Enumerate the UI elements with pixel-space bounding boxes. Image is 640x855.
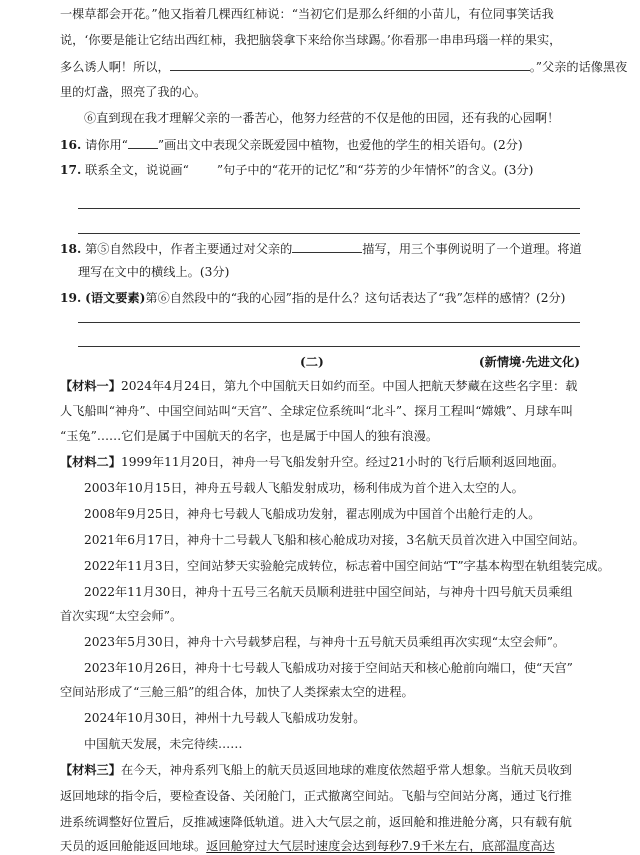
material-line: 首次实现“太空会师”。 [60,609,183,623]
question-text: 第⑥自然段中的“我的心园”指的是什么？这句话表达了“我”怎样的感情？(2分) [145,291,566,305]
material-line: 进系统调整好位置后，反推减速降低轨道。进入大气层之前，返回舱和推进舱分离，只有载有航 [60,815,572,829]
material-text: 2024年4月24日，第九个中国航天日如约而至。中国人把航天梦藏在这些名字里：载 [120,379,578,393]
material-line: 2023年10月26日，神舟十七号载人飞船成功对接于空间站天和核心舱前向端口，使“天宫” [84,661,573,675]
question-17 [60,162,590,179]
answer-line[interactable] [78,322,580,323]
question-number: 18. [60,242,82,256]
question-19 [60,290,590,307]
material-line [60,838,590,853]
wavy-line-sample [189,162,217,179]
underline-sample [128,136,158,149]
material-line: “玉兔”……它们是属于中国航天的名字，也是属于中国人的独有浪漫。 [60,429,439,443]
question-16 [60,136,590,154]
material-line [60,762,590,779]
material-text: 天员的返回舱能返回地球。 [60,839,207,853]
material-line: 2003年10月15日，神舟五号载人飞船发射成功，杨利伟成为首个进入太空的人。 [84,481,524,495]
passage-line: 说，‘你要是能让它结出西红柿，我把脑袋拿下来给你当球踢。’你看那一串串玛瑙一样的果实， [60,33,562,47]
question-text: ”画出文中表现父亲既爱园中植物，也爱他的学生的相关语句。(2分) [157,138,523,152]
material-line [60,454,590,471]
passage-text: 。”父亲的话像黑夜 [529,60,628,74]
question-tag: (语文要素) [85,291,146,305]
passage-line: 里的灯盏，照亮了我的心。 [60,85,207,99]
material-line: 人飞船叫“神舟”、中国空间站叫“天宫”、全球定位系统叫“北斗”、探月工程叫“嫦娥”、月球车叫 [60,404,573,418]
material-label: 【材料二】 [60,455,121,469]
question-text: 理写在文中的横线上。(3分) [78,265,230,279]
material-line: 2022年11月30日，神舟十五号三名航天员顺利进驻中国空间站，与神舟十四号航天员乘组 [84,585,573,599]
answer-blank[interactable] [170,58,530,71]
question-text: 描写，用三个事例说明了一个道理。将道 [362,242,582,256]
material-line: 2022年11月3日，空间站梦天实验舱完成转位，标志着中国空间站“T”字基本构型在轨组装完成。 [84,559,610,573]
material-line: 2023年5月30日，神舟十六号载梦启程，与神舟十五号航天员乘组再次实现“太空会师”。 [84,635,566,649]
material-text: 在今天，神舟系列飞船上的航天员返回地球的难度依然超乎常人想象。当航天员收到 [120,763,572,777]
question-number: 16. [60,138,82,152]
passage-line: 一棵草都会开花。”他又指着几棵西红柿说：“当初它们是那么纤细的小苗儿，有位同事笑话我 [60,7,554,21]
question-text: 请你用“ [85,138,128,152]
question-18 [60,240,590,258]
passage-line: ⑥直到现在我才理解父亲的一番苦心，他努力经营的不仅是他的田园，还有我的心园啊！ [84,111,560,125]
answer-line[interactable] [78,208,580,209]
answer-line[interactable] [78,346,580,347]
question-number: 17. [60,163,82,177]
material-text: 1999年11月20日，神舟一号飞船发射升空。经过21小时的飞行后顺利返回地面。 [120,455,565,469]
question-number: 19. [60,291,82,305]
material-line: 2021年6月17日，神舟十二号载人飞船和核心舱成功对接，3名航天员首次进入中国空间站。 [84,533,585,547]
underlined-sentence: 返回舱穿过大气层时速度会达到每秒7.9千米左右，底部温度高达 [206,839,555,853]
material-line: 返回地球的指令后，要检查设备、关闭舱门，正式撤离空间站。飞船与空间站分离，通过飞行推 [60,789,572,803]
material-line: 空间站形成了“三舱三船”的组合体，加快了人类探索太空的进程。 [60,685,414,699]
material-label: 【材料一】 [60,379,121,393]
answer-blank[interactable] [292,240,362,253]
answer-line[interactable] [78,233,580,234]
question-text: 联系全文，说说画“ [85,163,189,177]
material-line [60,378,590,395]
material-label: 【材料三】 [60,763,121,777]
question-text: 第⑤自然段中，作者主要通过对父亲的 [85,242,293,256]
section-number: (二) [300,355,324,369]
material-line: 2024年10月30日，神州十九号载人飞船成功发射。 [84,711,366,725]
passage-text: 多么诱人啊！所以， [60,60,170,74]
passage-line [60,58,628,76]
material-line: 2008年9月25日，神舟七号载人飞船成功发射，翟志刚成为中国首个出舱行走的人。 [84,507,541,521]
section-tag: (新情境·先进文化) [478,355,580,369]
material-line: 中国航天发展，未完待续…… [84,737,243,751]
question-text: ”句子中的“花开的记忆”和“芬芳的少年情怀”的含义。(3分) [216,163,534,177]
